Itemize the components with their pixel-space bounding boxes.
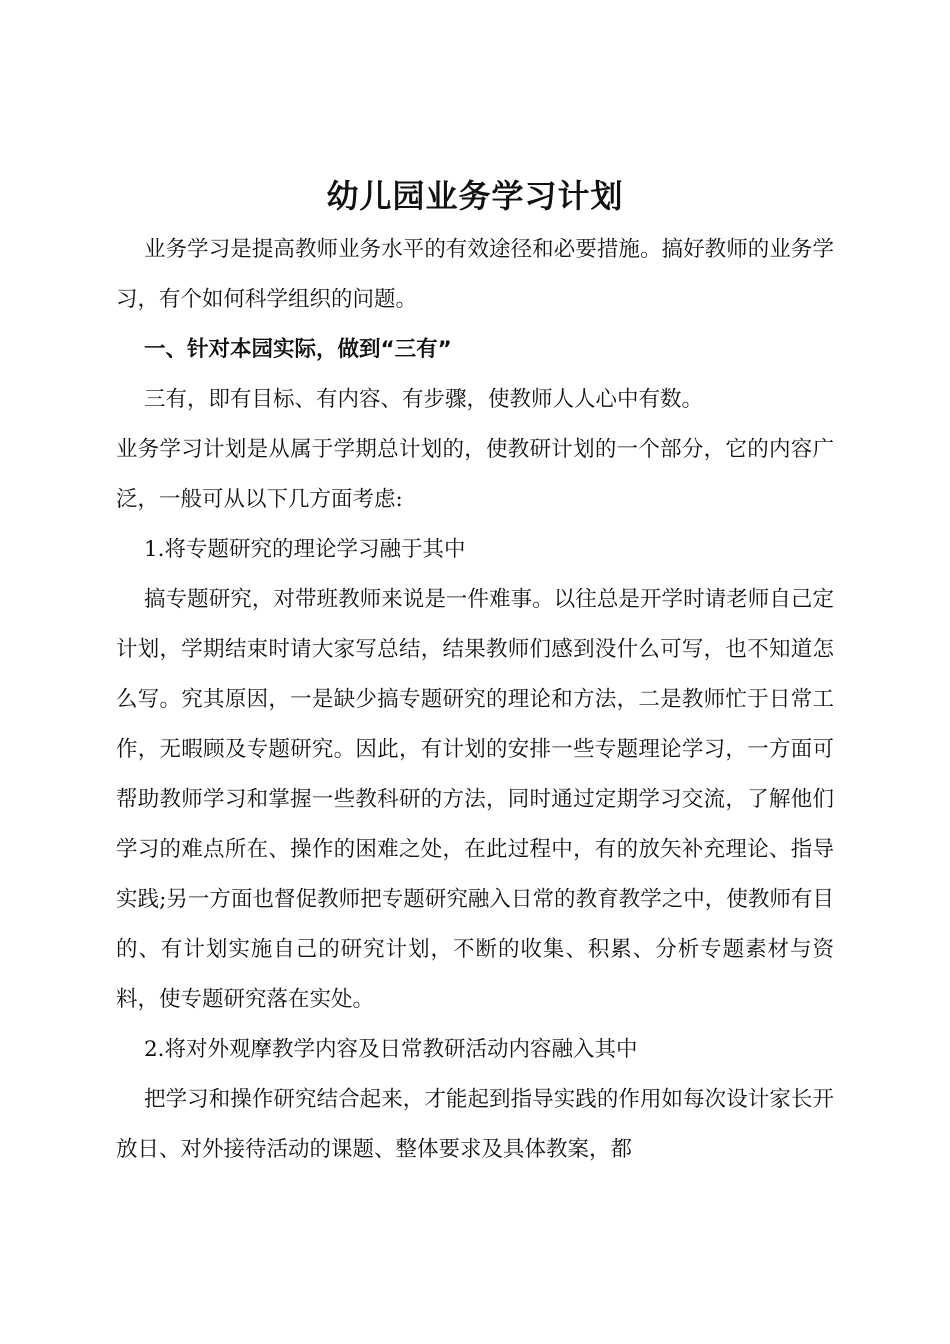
paragraph-three-haves: 三有，即有目标、有内容、有步骤，使教师人人心中有数。 [144,387,704,412]
section-heading-1: 一、针对本园实际，做到“三有” [144,337,452,362]
paragraph-plan-scope: 业务学习计划是从属于学期总计划的，使教研计划的一个部分，它的内容广泛，一般可从以下几方面考虑: [116,437,834,512]
document-body [116,225,834,1175]
subheading-1: 1.将专题研究的理论学习融于其中 [144,537,466,562]
intro-paragraph: 业务学习是提高教师业务水平的有效途径和必要措施。搞好教师的业务学习，有个如何科学组织的问题。 [116,237,834,312]
document-title: 幼儿园业务学习计划 [326,177,624,215]
subheading-2: 2.将对外观摩教学内容及日常教研活动内容融入其中 [144,1037,638,1062]
paragraph-topic-research: 搞专题研究，对带班教师来说是一件难事。以往总是开学时请老师自己定计划，学期结束时请大家写总结，结果教师们感到没什么可写，也不知道怎么写。究其原因，一是缺少搞专题研究的理论和方法，二是教师忙于日常工作，无暇顾及专题研究。因此，有计划的安排一些专题理论学习，一方面可帮助教师学习和掌握一些教科研的方法，同时通过定期学习交流，了解他们学习的难点所在、操作的困难之处，在此过程中，有的放矢补充理论、指导实践;另一方面也督促教师把专题研究融入日常的教育教学之中，使教师有目的、有计划实施自己的研究计划，不断的收集、积累、分析专题素材与资料，使专题研究落在实处。 [116,587,834,1012]
paragraph-practice: 把学习和操作研究结合起来，才能起到指导实践的作用如每次设计家长开放日、对外接待活动的课题、整体要求及具体教案，都 [116,1087,834,1162]
